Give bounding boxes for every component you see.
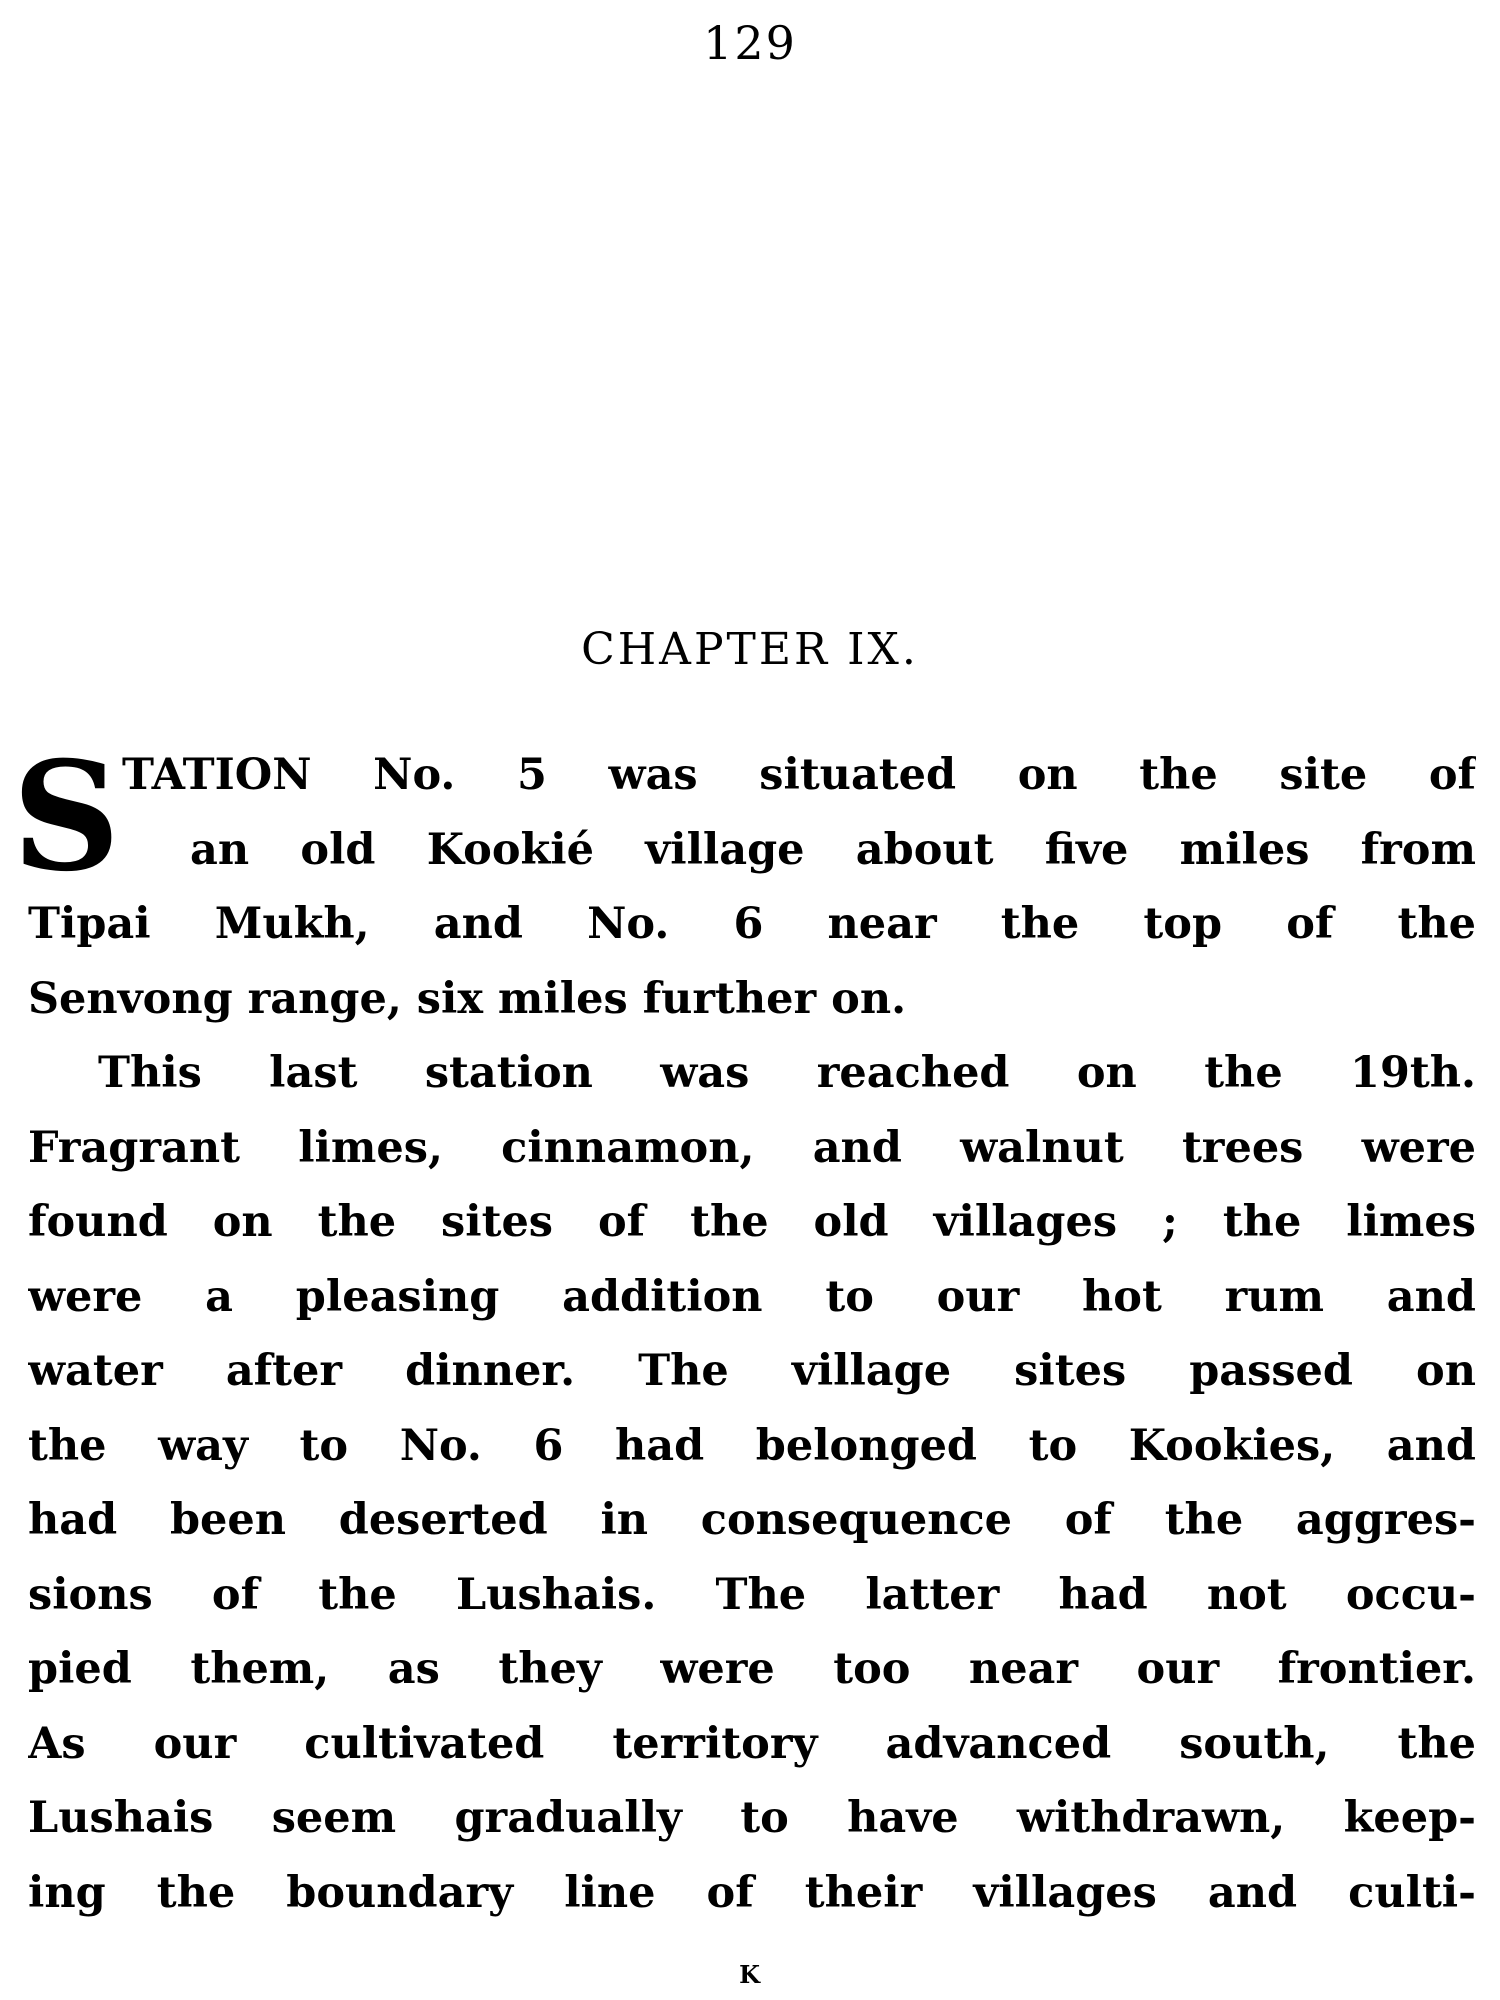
- text-line: This last station was reached on the 19th.: [98, 1048, 1476, 1098]
- text-line: sions of the Lushais. The latter had not occu-: [28, 1569, 1476, 1620]
- body-text: [28, 738, 1476, 1930]
- text-line: Lushais seem gradually to have withdrawn, keep-: [28, 1793, 1476, 1843]
- text-line: an old Kookié village about five miles from: [190, 824, 1476, 875]
- text-line: were a pleasing addition to our hot rum and: [28, 1271, 1476, 1322]
- text-line: Tipai Mukh, and No. 6 near the top of the: [28, 899, 1476, 949]
- text-line: As our cultivated territory advanced south, the: [28, 1718, 1476, 1769]
- text-line: Senvong range, six miles further on.: [28, 973, 907, 1024]
- drop-cap: S: [12, 729, 121, 905]
- text-line: found on the sites of the old villages ; the limes: [28, 1197, 1476, 1247]
- chapter-heading: CHAPTER IX.: [581, 624, 919, 675]
- text-line: the way to No. 6 had belonged to Kookies, and: [28, 1420, 1476, 1471]
- text-line: Fragrant limes, cinnamon, and walnut trees were: [28, 1122, 1476, 1173]
- text-line: pied them, as they were too near our frontier.: [28, 1644, 1476, 1694]
- text-line: ing the boundary line of their villages and culti-: [28, 1867, 1476, 1918]
- text-line: TATION No. 5 was situated on the site of: [122, 750, 1476, 800]
- page-number: 129: [703, 16, 797, 70]
- text-line: had been deserted in consequence of the aggres-: [28, 1495, 1476, 1545]
- signature-mark: K: [739, 1960, 761, 1989]
- text-line: water after dinner. The village sites passed on: [28, 1346, 1476, 1396]
